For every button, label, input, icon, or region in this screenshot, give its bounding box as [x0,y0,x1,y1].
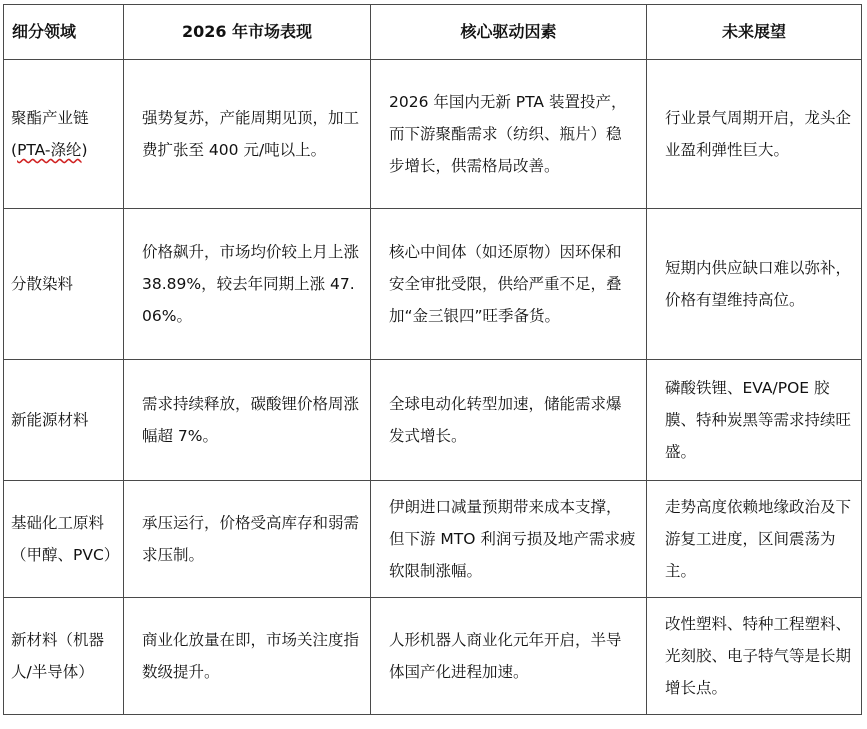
spellcheck-underlined-text: PTA-涤纶 [17,141,82,159]
drivers-cell: 全球电动化转型加速，储能需求爆发式增长。 [371,360,647,481]
outlook-cell: 磷酸铁锂、EVA/POE 胶膜、特种炭黑等需求持续旺盛。 [647,360,862,481]
outlook-cell: 走势高度依赖地缘政治及下游复工进度，区间震荡为主。 [647,481,862,598]
drivers-cell: 伊朗进口减量预期带来成本支撑，但下游 MTO 利润亏损及地产需求疲软限制涨幅。 [371,481,647,598]
segment-paren-open: ( [11,141,18,159]
segment-cell: 分散染料 [4,209,124,360]
table-row [4,481,862,598]
header-drivers: 核心驱动因素 [371,5,647,60]
header-outlook: 未来展望 [647,5,862,60]
outlook-cell: 改性塑料、特种工程塑料、光刻胶、电子特气等是长期增长点。 [647,598,862,715]
segment-cell [4,60,124,209]
table-row [4,209,862,360]
outlook-cell: 短期内供应缺口难以弥补，价格有望维持高位。 [647,209,862,360]
performance-cell: 强势复苏，产能周期见顶，加工费扩张至 400 元/吨以上。 [124,60,371,209]
drivers-cell: 2026 年国内无新 PTA 装置投产，而下游聚酯需求（纺织、瓶片）稳步增长，供需格局改善。 [371,60,647,209]
performance-cell: 承压运行，价格受高库存和弱需求压制。 [124,481,371,598]
segment-main-text: 聚酯产业链 [11,109,89,127]
market-table [3,4,862,715]
table-row [4,598,862,715]
header-performance: 2026 年市场表现 [124,5,371,60]
segment-paren-close: ) [81,141,88,159]
table-row [4,360,862,481]
table-header-row [4,5,862,60]
header-segment: 细分领域 [4,5,124,60]
segment-cell: 新材料（机器人/半导体） [4,598,124,715]
performance-cell: 商业化放量在即，市场关注度指数级提升。 [124,598,371,715]
performance-cell: 价格飙升，市场均价较上月上涨 38.89%，较去年同期上涨 47.06%。 [124,209,371,360]
segment-cell: 基础化工原料（甲醇、PVC） [4,481,124,598]
performance-cell: 需求持续释放，碳酸锂价格周涨幅超 7%。 [124,360,371,481]
drivers-cell: 人形机器人商业化元年开启，半导体国产化进程加速。 [371,598,647,715]
drivers-cell: 核心中间体（如还原物）因环保和安全审批受限，供给严重不足，叠加“金三银四”旺季备货。 [371,209,647,360]
table-row [4,60,862,209]
segment-cell: 新能源材料 [4,360,124,481]
outlook-cell: 行业景气周期开启，龙头企业盈利弹性巨大。 [647,60,862,209]
